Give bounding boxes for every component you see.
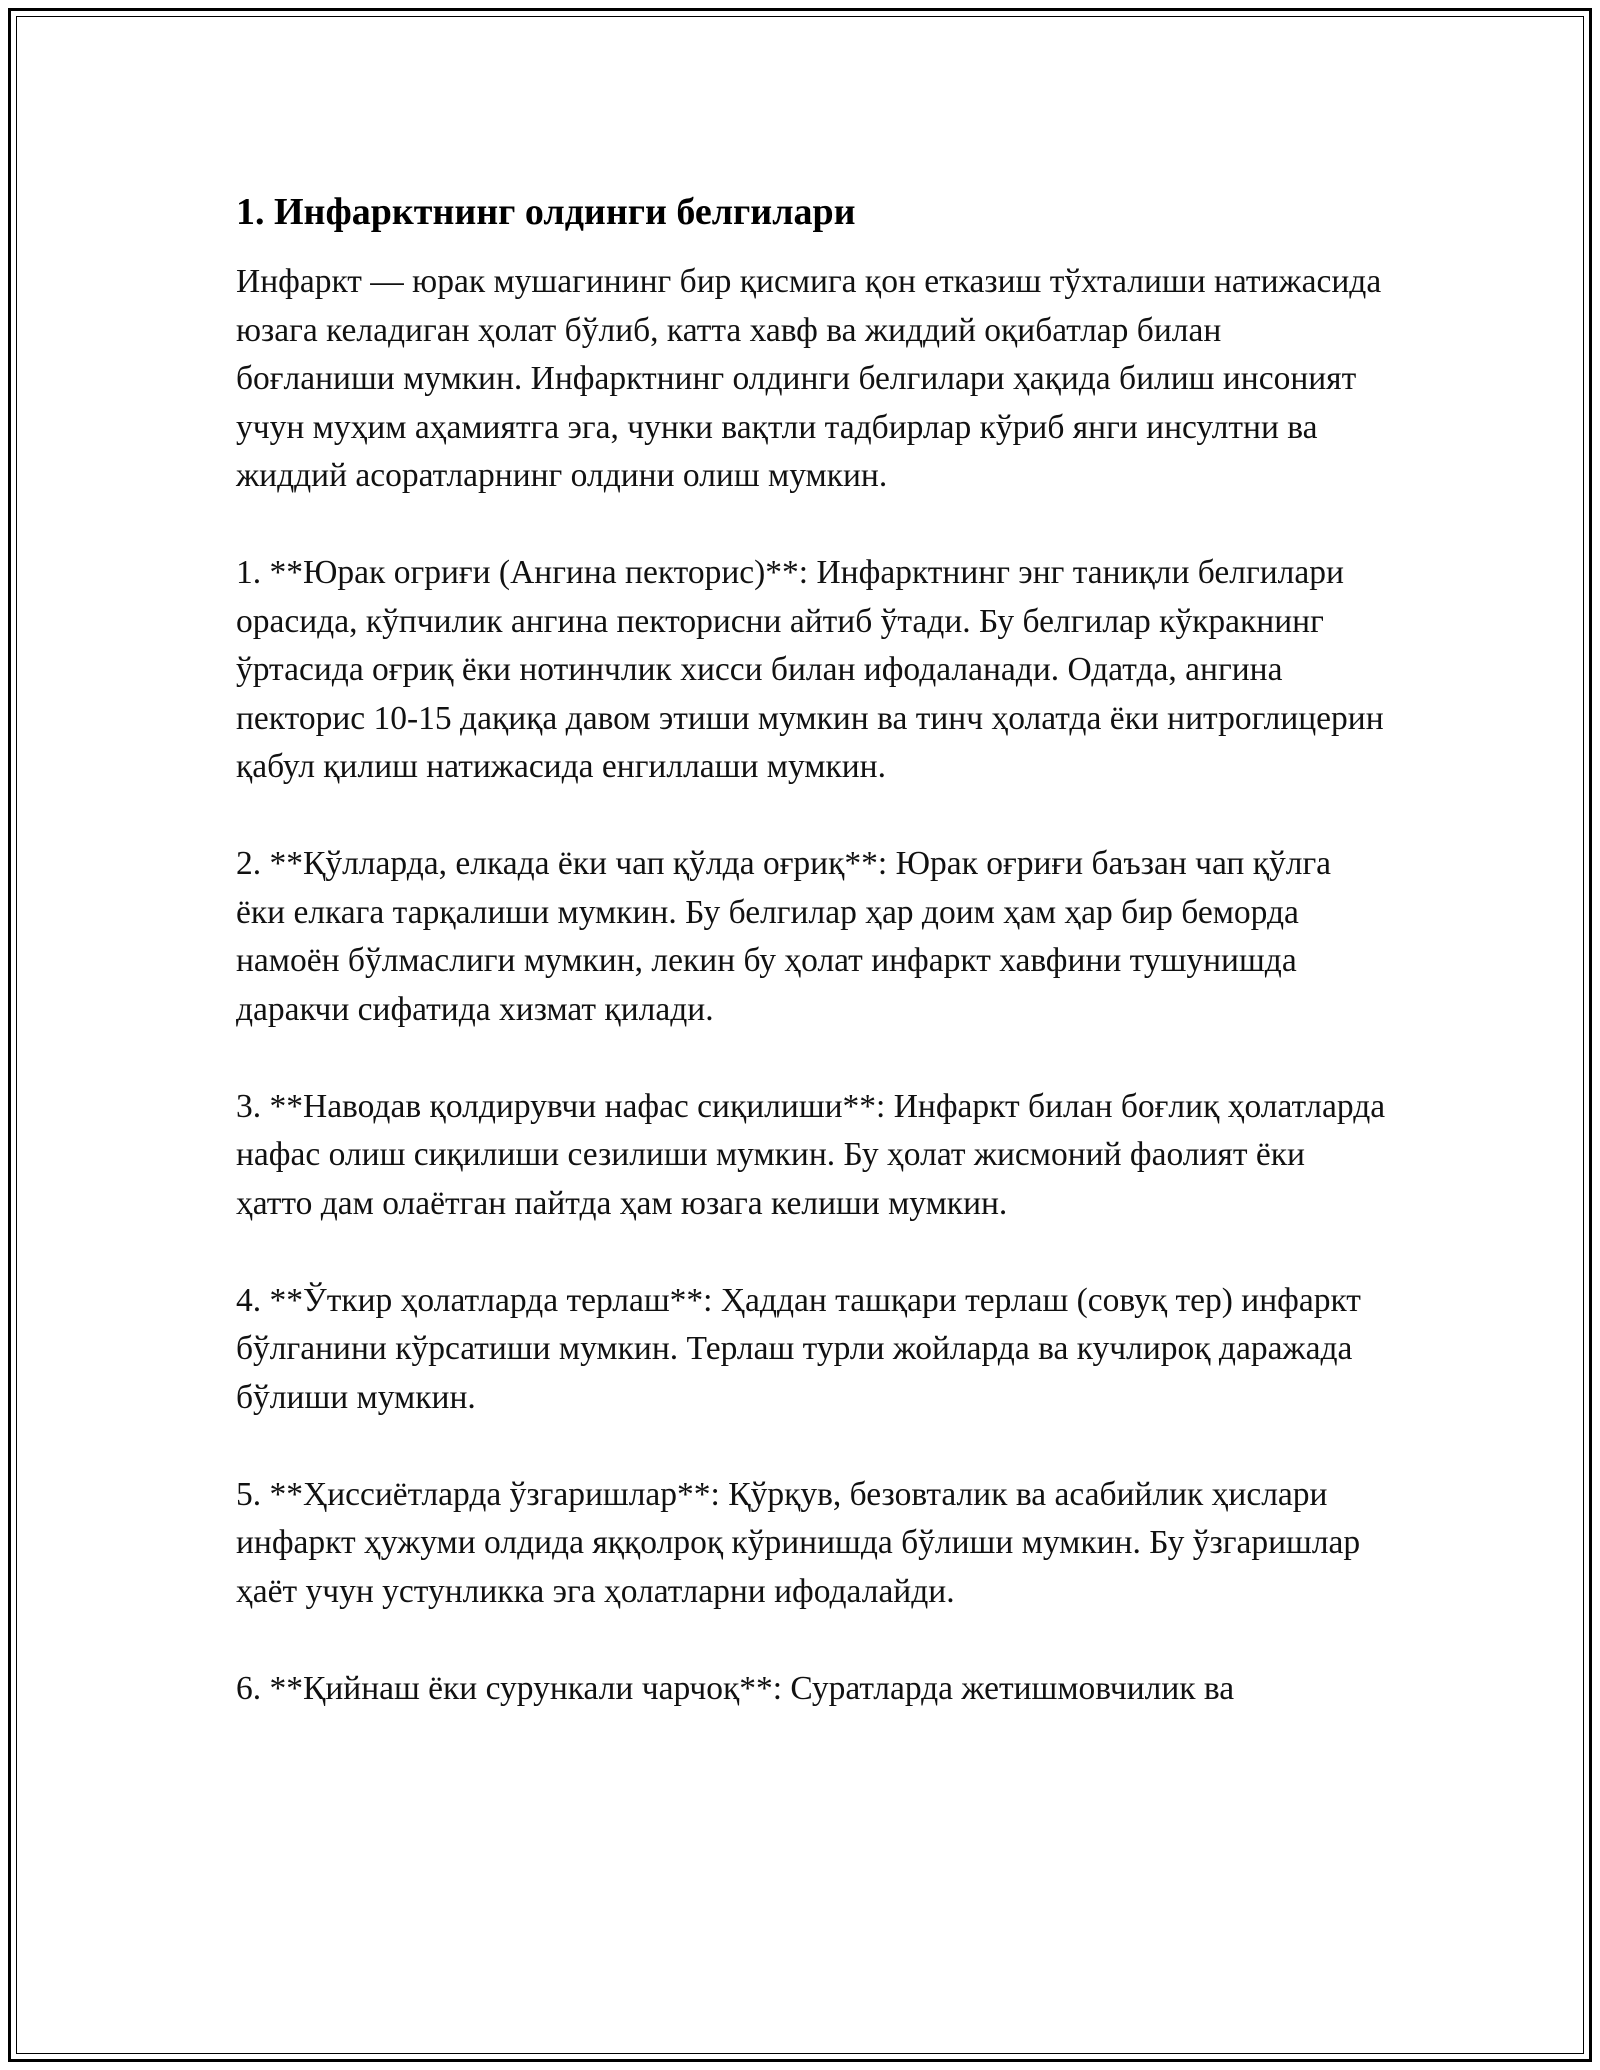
list-item-1: 1. **Юрак огриғи (Ангина пекторис)**: Инфарктнинг энг таниқли белгилари орасида, кўпчилик ангина пекторисни айтиб ўтади. Бу белгилар кўкракнинг ўртасида оғриқ ёки нотинчлик хисси билан ифодаланади. Одатда, ангина пекторис 10-15 дақиқа давом этиши мумкин ва тинч ҳолатда ёки нитроглицерин қабул қилиш натижасида енгиллаши мумкин.	[236, 554, 1384, 785]
list-item-2: 2. **Қўлларда, елкада ёки чап қўлда оғриқ**: Юрак оғриғи баъзан чап қўлга ёки елкага тарқалиши мумкин. Бу белгилар ҳар доим ҳам ҳар бир беморда намоён бўлмаслиги мумкин, лекин бу ҳолат инфаркт хавфини тушунишда даракчи сифатида хизмат қилади.	[236, 845, 1332, 1028]
document-body	[236, 188, 1386, 1762]
list-item-5: 5. **Ҳиссиётларда ўзгаришлар**: Қўрқув, безовталик ва асабийлик ҳислари инфаркт ҳужуми олдида яққолроқ кўринишда бўлиши мумкин. Бу ўзгаришлар ҳаёт учун устунликка эга ҳолатларни ифодалайди.	[236, 1475, 1361, 1610]
list-item-6: 6. **Қийнаш ёки сурункали чарчоқ**: Суратларда жетишмовчилик ва	[236, 1669, 1235, 1707]
list-item-3: 3. **Наводав қолдирувчи нафас сиқилиши**: Инфаркт билан боғлиқ ҳолатларда нафас олиш сиқилиши сезилиши мумкин. Бу ҳолат жисмоний фаолият ёки ҳатто дам олаётган пайтда ҳам юзага келиши мумкин.	[236, 1087, 1386, 1222]
intro-paragraph: Инфаркт — юрак мушагининг бир қисмига қон етказиш тўхталиши натижасида юзага келадиган ҳолат бўлиб, катта хавф ва жиддий оқибатлар билан боғланиши мумкин. Инфарктнинг олдинги белгилари ҳақида билиш инсоният учун муҳим аҳамиятга эга, чунки вақтли тадбирлар кўриб янги инсултни ва жиддий асоратларнинг олдини олиш мумкин.	[236, 263, 1382, 494]
document-heading: 1. Инфарктнинг олдинги белгилари	[236, 191, 856, 233]
list-item-4: 4. **Ўткир ҳолатларда терлаш**: Ҳаддан ташқари терлаш (совуқ тер) инфаркт бўлганини кўрсатиши мумкин. Терлаш турли жойларда ва кучлироқ даражада бўлиши мумкин.	[236, 1281, 1361, 1416]
